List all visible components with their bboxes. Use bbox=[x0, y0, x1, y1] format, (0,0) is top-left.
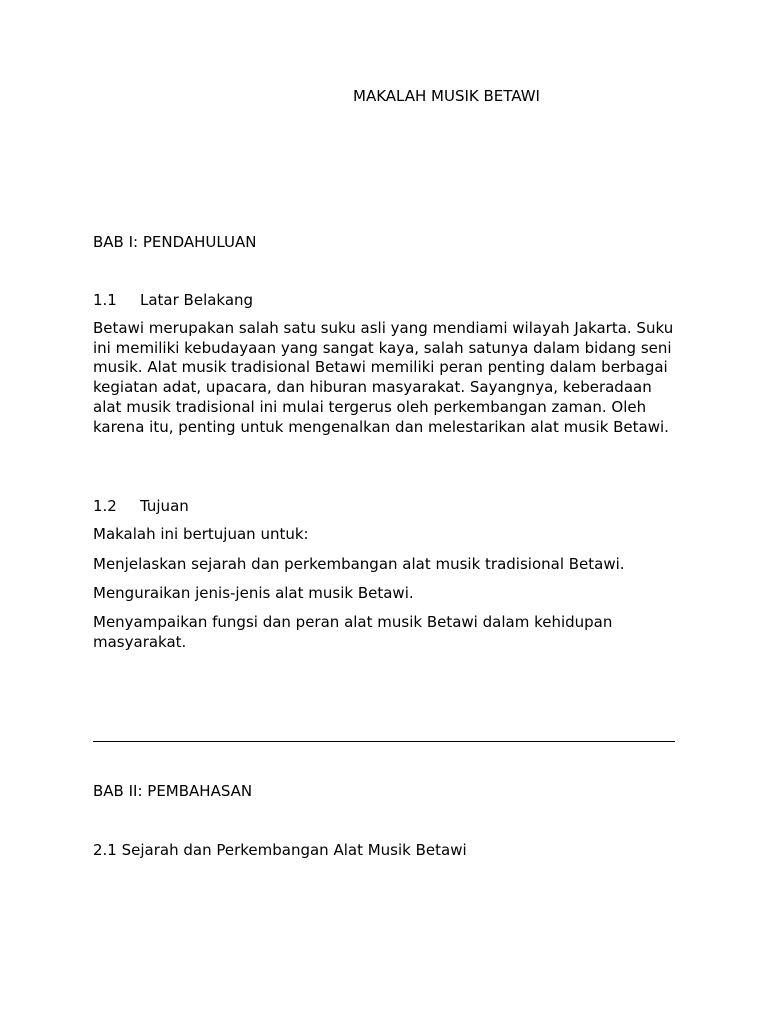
section-1-1-title: Latar Belakang bbox=[140, 291, 254, 309]
section-1-1-paragraph: Betawi merupakan salah satu suku asli yang mendiami wilayah Jakarta. Suku ini memiliki kebudayaan yang sangat kaya, salah satunya dalam bidang seni musik. Alat musik tradisional Betawi memiliki peran penting dalam berbagai kegiatan adat, upacara, dan hiburan masyarakat. Sayangnya, keberadaan alat musik tradisional ini mulai tergerus oleh perkembangan zaman. Oleh karena itu, penting untuk mengenalkan dan melestarikan alat musik Betawi. bbox=[93, 319, 674, 436]
objective-item: Menyampaikan fungsi dan peran alat musik Betawi dalam kehidupan masyarakat. bbox=[93, 613, 613, 651]
bab2-heading: BAB II: PEMBAHASAN bbox=[93, 782, 253, 800]
section-1-2-heading bbox=[93, 496, 189, 516]
document-title: MAKALAH MUSIK BETAWI bbox=[353, 87, 540, 105]
section-1-2-title: Tujuan bbox=[140, 497, 189, 515]
section-1-1-number: 1.1 bbox=[93, 291, 117, 309]
section-1-2-number: 1.2 bbox=[93, 497, 117, 515]
section-1-1-heading bbox=[93, 290, 253, 310]
objective-item: Menguraikan jenis-jenis alat musik Betawi. bbox=[93, 584, 414, 602]
horizontal-divider bbox=[93, 741, 675, 742]
section-2-1-heading: 2.1 Sejarah dan Perkembangan Alat Musik Betawi bbox=[93, 841, 467, 859]
objective-item: Menjelaskan sejarah dan perkembangan alat musik tradisional Betawi. bbox=[93, 555, 625, 573]
bab1-heading: BAB I: PENDAHULUAN bbox=[93, 233, 257, 251]
section-1-2-intro: Makalah ini bertujuan untuk: bbox=[93, 525, 309, 543]
